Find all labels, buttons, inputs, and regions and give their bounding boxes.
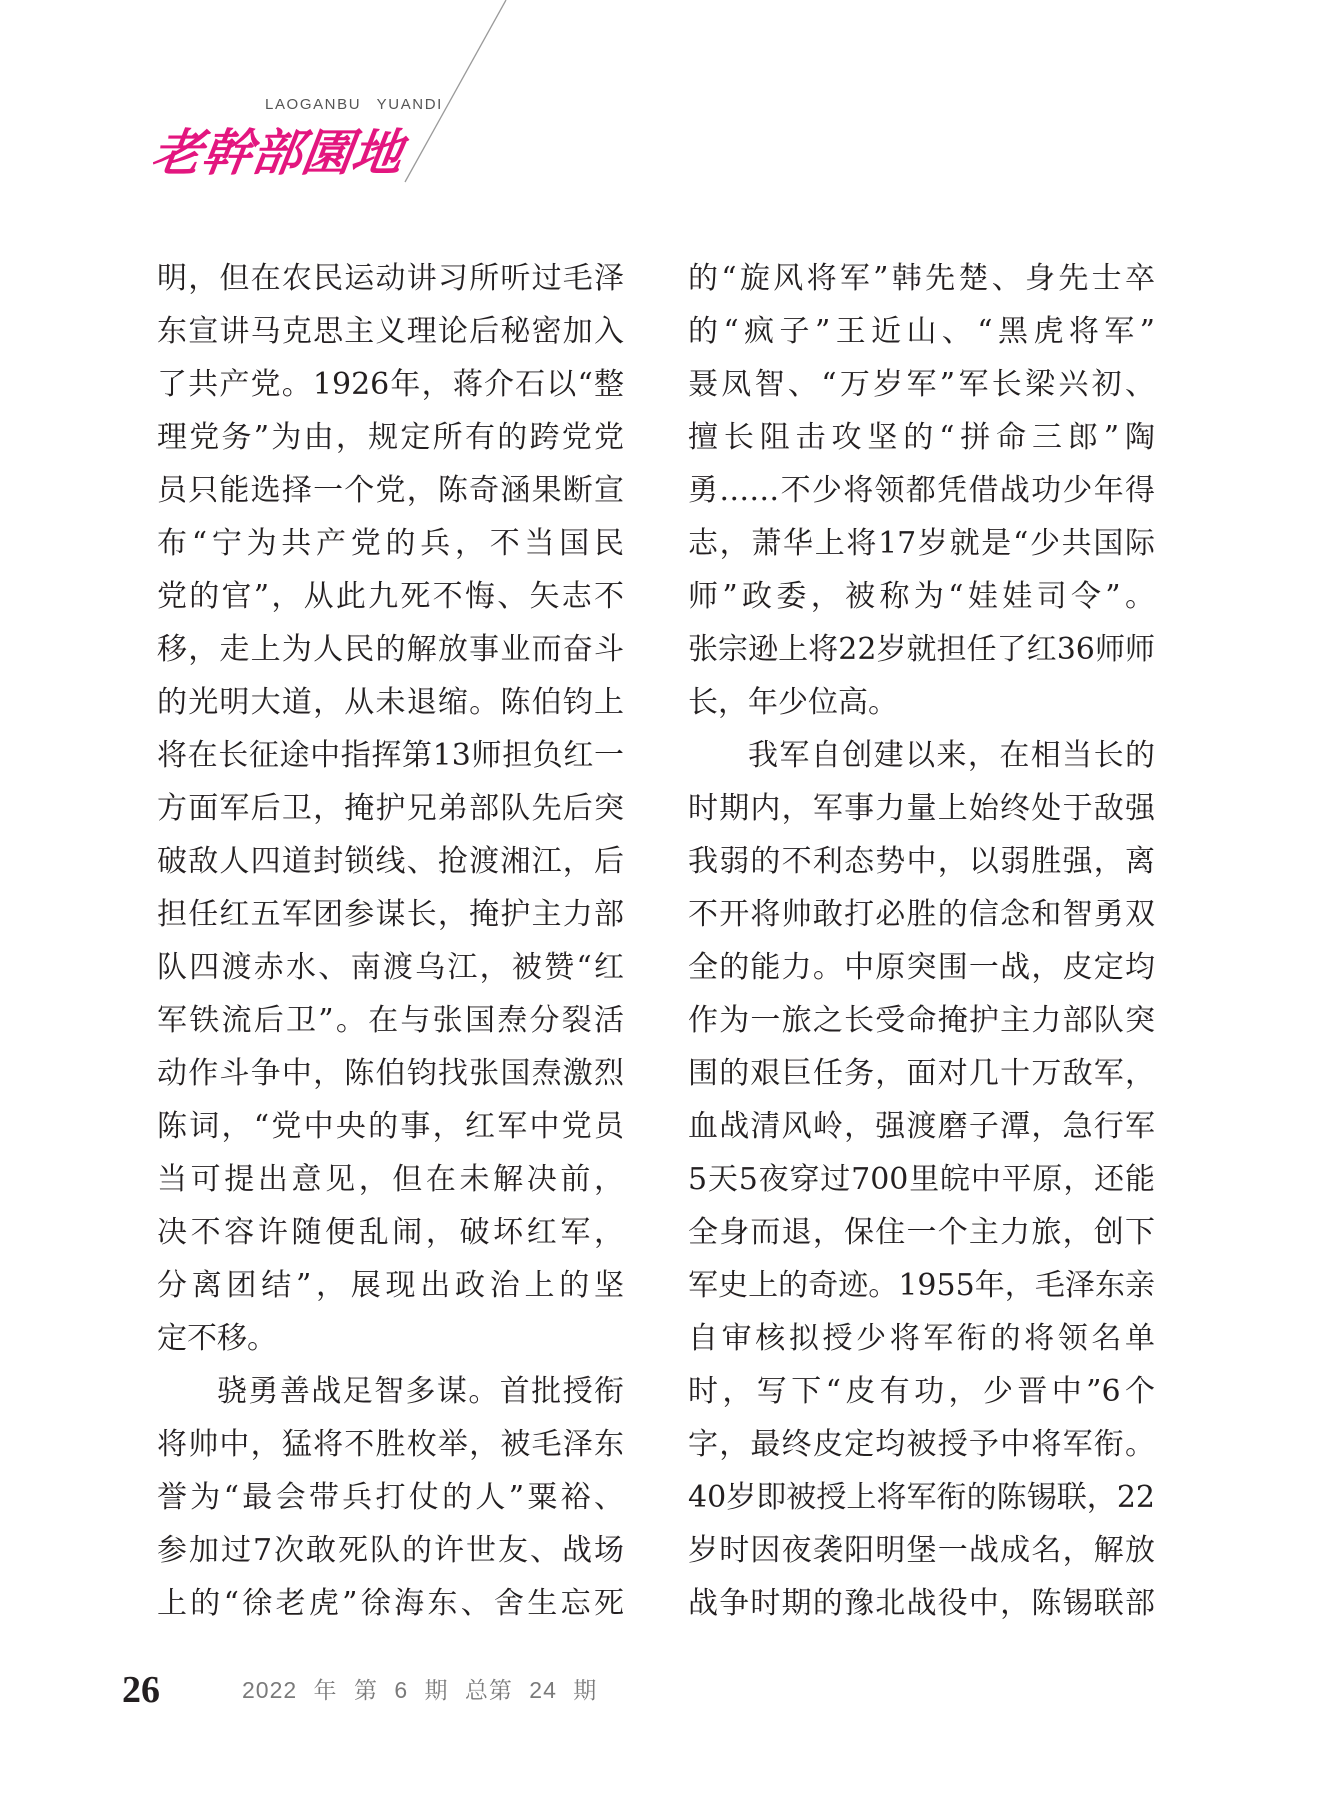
right-column [688,252,1155,1630]
text-line: 我军自创建以来，在相当长的 [748,738,1155,773]
text-line: 聂凤智、“万岁军”军长梁兴初、 [688,367,1155,402]
text-line: 担任红五军团参谋长，掩护主力部 [157,897,624,932]
brand-logo: 老幹部園地 [147,123,407,182]
text-line: 战争时期的豫北战役中，陈锡联部 [688,1586,1155,1621]
text-line: 围的艰巨任务，面对几十万敌军， [688,1056,1155,1091]
text-line: 定不移。 [157,1321,277,1356]
text-line: 动作斗争中，陈伯钧找张国焘激烈 [157,1056,624,1091]
text-line: 张宗逊上将22岁就担任了红36师师 [688,632,1155,667]
text-line: 不开将帅敢打必胜的信念和智勇双 [688,897,1155,932]
text-line: 将帅中，猛将不胜枚举，被毛泽东 [157,1427,624,1462]
text-line: 自审核拟授少将军衔的将领名单 [688,1321,1155,1356]
text-line: 骁勇善战足智多谋。首批授衔 [217,1374,624,1409]
text-line: 我弱的不利态势中，以弱胜强，离 [688,844,1155,879]
text-line: 擅长阻击攻坚的“拼命三郎”陶 [688,420,1155,455]
text-line: 作为一旅之长受命掩护主力部队突 [688,1003,1155,1038]
text-line: 血战清风岭，强渡磨子潭，急行军 [688,1109,1155,1144]
text-line: 时，写下“皮有功，少晋中”6个 [688,1374,1155,1409]
text-line: 参加过7次敢死队的许世友、战场 [157,1533,624,1568]
text-line: 陈词，“党中央的事，红军中党员 [157,1109,624,1144]
text-line: 的“旋风将军”韩先楚、身先士卒 [688,261,1155,296]
text-line: 长，年少位高。 [688,685,898,720]
text-line: 东宣讲马克思主义理论后秘密加入 [157,314,624,349]
text-line: 破敌人四道封锁线、抢渡湘江，后 [157,844,624,879]
text-line: 的“疯子”王近山、“黑虎将军” [688,314,1155,349]
left-column [157,252,624,1630]
text-line: 志，萧华上将17岁就是“少共国际 [688,526,1155,561]
text-line: 时期内，军事力量上始终处于敌强 [688,791,1155,826]
page-number: 26 [122,1669,160,1711]
issue-info: 2022 年 第 6 期 总第 24 期 [242,1677,598,1703]
text-line: 布“宁为共产党的兵，不当国民 [157,526,624,561]
text-line: 决不容许随便乱闹，破坏红军， [157,1215,624,1250]
text-line: 当可提出意见，但在未解决前， [157,1162,624,1197]
text-line: 岁时因夜袭阳明堡一战成名，解放 [688,1533,1155,1568]
text-line: 师”政委，被称为“娃娃司令”。 [688,579,1155,614]
text-line: 移，走上为人民的解放事业而奋斗 [157,632,624,667]
text-line: 誉为“最会带兵打仗的人”粟裕、 [157,1480,624,1515]
text-line: 军铁流后卫”。在与张国焘分裂活 [157,1003,624,1038]
text-line: 的光明大道，从未退缩。陈伯钧上 [157,685,624,720]
text-line: 员只能选择一个党，陈奇涵果断宣 [157,473,624,508]
text-line: 军史上的奇迹。1955年，毛泽东亲 [688,1268,1155,1303]
text-line: 党的官”，从此九死不悔、矢志不 [157,579,624,614]
text-line: 将在长征途中指挥第13师担负红一 [157,738,624,773]
text-line: 字，最终皮定均被授予中将军衔。 [688,1427,1155,1462]
text-line: 明，但在农民运动讲习所听过毛泽 [157,261,624,296]
text-line: 了共产党。1926年，蒋介石以“整 [157,367,624,402]
text-line: 队四渡赤水、南渡乌江，被赞“红 [157,950,624,985]
text-line: 理党务”为由，规定所有的跨党党 [157,420,624,455]
text-line: 5天5夜穿过700里皖中平原，还能 [688,1162,1155,1197]
text-line: 上的“徐老虎”徐海东、舍生忘死 [157,1586,624,1621]
text-line: 方面军后卫，掩护兄弟部队先后突 [157,791,624,826]
text-line: 全身而退，保住一个主力旅，创下 [688,1215,1155,1250]
brand-latin-name: LAOGANBU YUANDI [265,96,443,113]
text-line: 40岁即被授上将军衔的陈锡联，22 [688,1480,1155,1515]
text-line: 全的能力。中原突围一战，皮定均 [688,950,1155,985]
text-line: 勇……不少将领都凭借战功少年得 [688,473,1155,508]
text-line: 分离团结”，展现出政治上的坚 [157,1268,624,1303]
